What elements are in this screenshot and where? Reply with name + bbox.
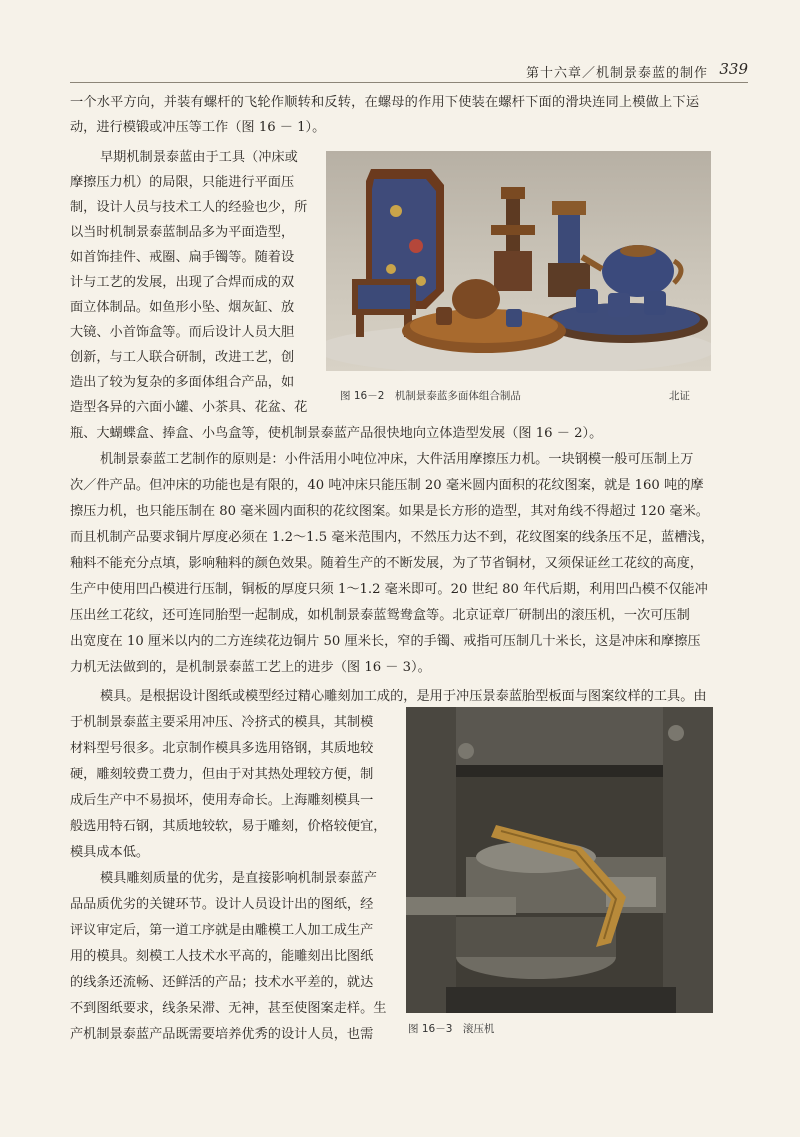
cloisonne-wares-illustration [326, 151, 711, 371]
body-line: 早期机制景泰蓝由于工具（冲床或 [100, 150, 298, 165]
body-line: 以当时机制景泰蓝制品多为平面造型， [70, 225, 295, 240]
body-line: 的线条还流畅、还鲜活的产品；技术水平差的，就达 [70, 975, 374, 990]
body-line: 生产中使用凹凸模进行压制，铜板的厚度只须 1～1.2 毫米即可。20 世纪 80 年代后期，利用凹凸模不仅能冲 [70, 582, 708, 597]
body-line: 机制景泰蓝工艺制作的原则是：小件活用小吨位冲床，大件活用摩擦压力机。一块钢模一般可压制上万 [100, 452, 694, 467]
body-line: 擦压力机，也只能压制在 80 毫米圆内面积的花纹图案。如果是长方形的造型，其对角线不得超过 120 毫米。 [70, 504, 709, 519]
body-line: 而且机制产品要求铜片厚度必须在 1.2～1.5 毫米范围内，不然压力达不到，花纹图案的线条压不足，蓝槽浅， [70, 530, 714, 545]
body-line: 成后生产中不易损坏，使用寿命长。上海雕刻模具一 [70, 793, 374, 808]
body-line: 如首饰挂件、戒圈、扁手镯等。随着设 [70, 250, 295, 265]
body-line: 出宽度在 10 厘米以内的二方连续花边铜片 50 厘米长，窄的手镯、戒指可压制几十米长，这是冲床和摩擦压 [70, 634, 701, 649]
running-header [70, 58, 748, 83]
chapter-title: 第十六章／机制景泰蓝的制作 [525, 66, 708, 81]
body-line: 造型各异的六面小罐、小茶具、花盆、花 [70, 400, 308, 415]
body-line: 评议审定后，第一道工序就是由雕模工人加工成生产 [70, 923, 374, 938]
figure-16-3-caption: 图 16－3 滚压机 [408, 1023, 495, 1035]
body-line: 般选用特石钢，其质地较软，易于雕刻，价格较便宜， [70, 819, 387, 834]
body-line: 动，进行模锻或冲压等工作（图 16 － 1）。 [70, 120, 326, 135]
body-line: 力机无法做到的，是机制景泰蓝工艺上的进步（图 16 － 3）。 [70, 660, 431, 675]
body-line: 面立体制品。如鱼形小坠、烟灰缸、放 [70, 300, 295, 315]
body-line: 模具。是根据设计图纸或模型经过精心雕刻加工成的，是用于冲压景泰蓝胎型板面与图案纹样的工具。由 [100, 689, 707, 704]
figure-16-2-photo [326, 151, 711, 371]
body-line: 摩擦压力机）的局限，只能进行平面压 [70, 175, 295, 190]
body-line: 于机制景泰蓝主要采用冲压、冷挤式的模具，其制模 [70, 715, 374, 730]
body-line: 压出丝工花纹，还可连同胎型一起制成，如机制景泰蓝鸳鸯盒等。北京证章厂研制出的滚压机，一次可压制 [70, 608, 690, 623]
body-line: 造出了较为复杂的多面体组合产品，如 [70, 375, 295, 390]
rolling-press-illustration [406, 707, 713, 1013]
body-line: 一个水平方向，并装有螺杆的飞轮作顺转和反转，在螺母的作用下使装在螺杆下面的滑块连同上模做上下运 [70, 95, 700, 110]
figure-16-2-credit: 北证 [669, 390, 690, 402]
figure-16-2-caption: 图 16－2 机制景泰蓝多面体组合制品 [340, 390, 521, 402]
body-line: 釉料不能充分点填，影响釉料的颜色效果。随着生产的不断发展，为了节省铜材，又须保证丝工花纹的高度， [70, 556, 703, 571]
body-line: 模具成本低。 [70, 845, 150, 860]
body-line: 硬，雕刻较费工费力，但由于对其热处理较方便，制 [70, 767, 374, 782]
page-number: 339 [719, 60, 748, 78]
body-line: 计与工艺的发展，出现了合焊而成的双 [70, 275, 295, 290]
body-line: 制，设计人员与技术工人的经验也少，所 [70, 200, 308, 215]
body-line: 大镜、小首饰盒等。而后设计人员大胆 [70, 325, 295, 340]
body-line: 模具雕刻质量的优劣，是直接影响机制景泰蓝产 [100, 871, 377, 886]
body-line: 瓶、大蝴蝶盒、捧盒、小鸟盒等，使机制景泰蓝产品很快地向立体造型发展（图 16 － 2）。 [70, 426, 603, 441]
body-line: 材料型号很多。北京制作模具多选用铬钢，其质地较 [70, 741, 374, 756]
figure-16-3-photo [406, 707, 713, 1013]
body-line: 次／件产品。但冲床的功能也是有限的，40 吨冲床只能压制 20 毫米圆内面积的花纹图案，就是 160 吨的摩 [70, 478, 704, 493]
body-line: 用的模具。刻模工人技术水平高的，能雕刻出比图纸 [70, 949, 374, 964]
body-line: 品品质优劣的关键环节。设计人员设计出的图纸，经 [70, 897, 374, 912]
body-line: 创新，与工人联合研制，改进工艺，创 [70, 350, 295, 365]
body-line: 不到图纸要求，线条呆滞、无神，甚至使图案走样。生 [70, 1001, 387, 1016]
body-line: 产机制景泰蓝产品既需要培养优秀的设计人员，也需 [70, 1027, 374, 1042]
